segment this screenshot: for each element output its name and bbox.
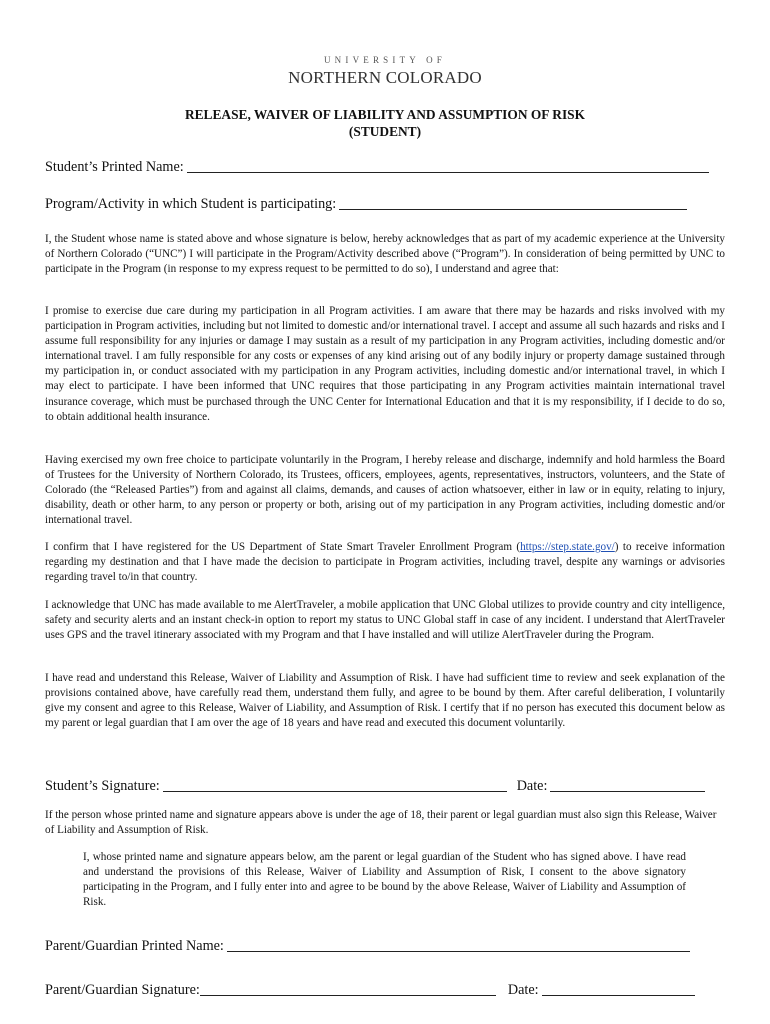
parent-signature-row <box>45 981 695 999</box>
program-label: Program/Activity in which Student is participating: <box>45 196 337 212</box>
parent-name-label: Parent/Guardian Printed Name: <box>45 938 224 954</box>
student-signature-label: Student’s Signature: <box>45 778 160 794</box>
title-line-2: (STUDENT) <box>348 124 422 139</box>
logo-top-text: UNIVERSITY OF <box>323 55 447 65</box>
intro-paragraph: I, the Student whose name is stated above and whose signature is below, hereby acknowledges that as part of my academic experience at the University of Northern Colorado (“UNC”) I will participate in the Program/Activity described above (“Program”). In consideration of being permitted by UNC to participate in the Program (in response to my express request to be permitted to do so), I understand and agree that: <box>45 233 725 276</box>
parent-date-field[interactable] <box>542 981 695 996</box>
student-signature-row <box>45 777 705 795</box>
smart-traveler-text-1: I confirm that I have registered for the US Department of State Smart Traveler Enrollment Program ( <box>45 541 521 553</box>
logo-main-text: NORTHERN COLORADO <box>288 68 482 87</box>
program-field[interactable] <box>339 195 687 210</box>
parent-name-row <box>45 937 690 955</box>
release-paragraph: Having exercised my own free choice to participate voluntarily in the Program, I hereby release and discharge, indemnify and hold harmless the Board of Trustees for the University of Northern Colorado, its Trustees, officers, employees, agents, representatives, instructors, volunteers, and the State of Colorado (the “Released Parties”) from and against all claims, demands, and causes of action whatsoever, either in law or in equity, relating to injury, disability, death or other harm, to any person or property or both, arising out of my participation in any Program activities, including domestic and/or international travel. <box>45 454 725 527</box>
smart-traveler-paragraph <box>45 540 725 585</box>
student-date-field[interactable] <box>550 777 705 792</box>
parent-signature-label: Parent/Guardian Signature: <box>45 982 200 998</box>
student-name-label: Student’s Printed Name: <box>45 159 184 175</box>
alerttraveler-paragraph: I acknowledge that UNC has made available to me AlertTraveler, a mobile application that UNC Global utilizes to provide country and city intelligence, safety and security alerts and an instant check-in option to report my status to UNC Global staff in case of any incident. I understand that AlertTraveler uses GPS and the travel itinerary associated with my Program and that I have installed and will utilize AlertTraveler during the Program. <box>45 599 725 642</box>
step-state-gov-link[interactable]: https://step.state.gov/ <box>520 541 615 553</box>
student-name-field[interactable] <box>187 158 709 173</box>
student-name-row <box>45 158 709 176</box>
title-line-1: RELEASE, WAIVER OF LIABILITY AND ASSUMPTION OF RISK <box>184 107 586 122</box>
parent-date-label: Date: <box>507 982 539 998</box>
parent-name-field[interactable] <box>227 937 690 952</box>
acknowledgement-paragraph: I have read and understand this Release, Waiver of Liability and Assumption of Risk. I have had sufficient time to review and seek explanation of the provisions contained above, have carefully read them, understand them fully, and agree to be bound by them. After careful deliberation, I voluntarily give my consent and agree to this Release, Waiver of Liability, and Assumption of Risk. I certify that if no person has executed this document below as my parent or legal guardian that I am over the age of 18 years and have read and executed this document voluntarily. <box>45 672 725 730</box>
parent-consent-paragraph: I, whose printed name and signature appears below, am the parent or legal guardian of the Student who has signed above. I have read and understand the provisions of this Release, Waiver of Liability and Assumption of Risk, I consent to the above signatory participating in the Program, and I fully enter into and agree to be bound by the above Release, Waiver of Liability and Assumption of Risk. <box>83 851 686 909</box>
student-date-label: Date: <box>516 778 548 794</box>
student-signature-field[interactable] <box>163 777 507 792</box>
program-row <box>45 195 687 213</box>
document-title <box>0 106 770 140</box>
minor-notice-paragraph: If the person whose printed name and signature appears above is under the age of 18, their parent or legal guardian must also sign this Release, Waiver of Liability and Assumption of Risk. <box>45 809 717 837</box>
smart-traveler-text-2: ) to receive information regarding my destination and that I have made the decision to participate in Program activities, including travel, despite any warnings or advisories regarding travel to/in that country. <box>45 541 725 584</box>
university-logo <box>0 54 770 88</box>
due-care-paragraph: I promise to exercise due care during my participation in all Program activities. I am aware that there may be hazards and risks involved with my participation in Program activities, including but not limited to domestic and/or international travel. I accept and assume all such hazards and risks and I assume full responsibility for any injuries or damage I may sustain as a result of my participation in any Program activities, including domestic and/or international travel. I am fully responsible for any costs or expenses of any kind arising out of any bodily injury or property damage sustained through my participation in, or conduct associated with my participation in any Program activities, including domestic and/or international travel, in which I may elect to participate. I have been informed that UNC requires that those participating in any Program activities maintain international travel insurance coverage, which must be purchased through the UNC Center for International Education and that it is my responsibility, if I decide to do so, to obtain additional health insurance. <box>45 305 725 423</box>
parent-signature-field[interactable] <box>200 981 496 996</box>
